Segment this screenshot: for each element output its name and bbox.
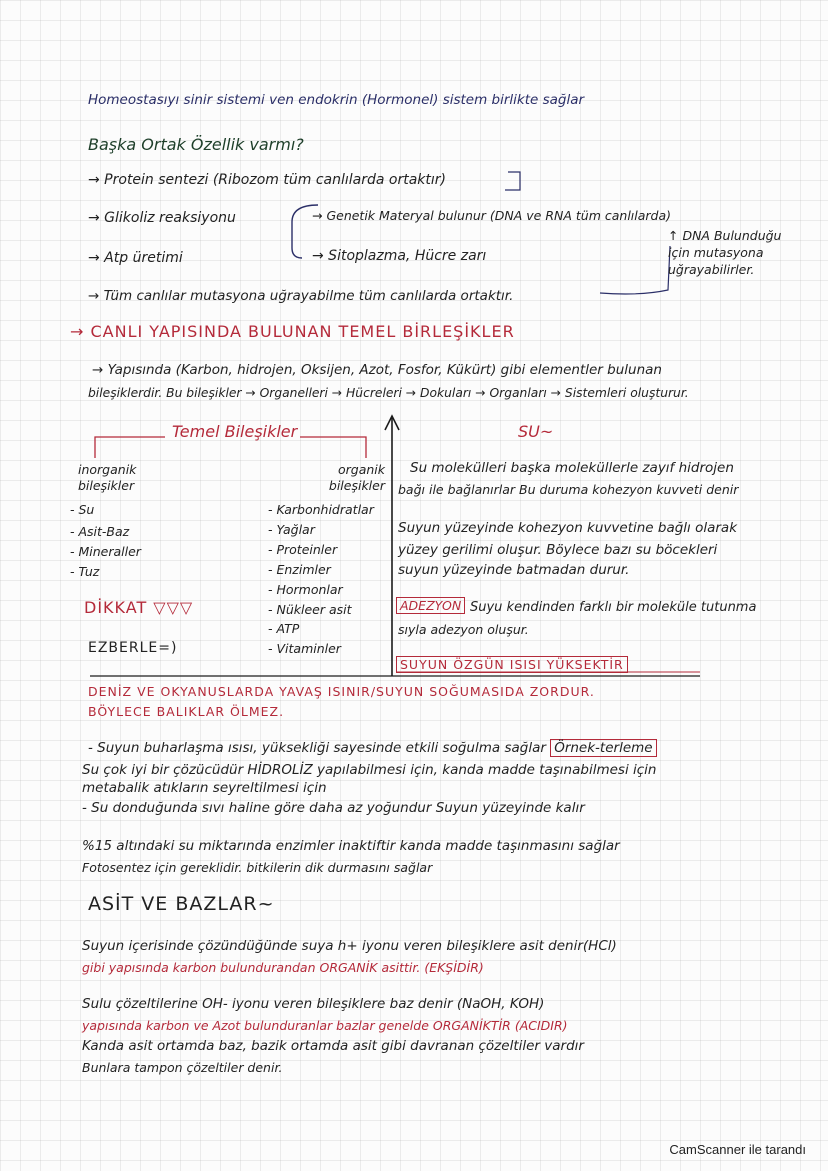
organik-item: - Enzimler — [268, 562, 331, 577]
yapisinda-line-1: → Yapısında (Karbon, hidrojen, Oksijen, Azot, Fosfor, Kükürt) gibi elementler bulunan — [92, 362, 662, 378]
asit-line: gibi yapısında karbon bulundurandan ORGANİK asittir. (EKŞİDİR) — [82, 960, 484, 975]
organik-title: organik bileşikler — [328, 462, 385, 494]
adezyon-label — [396, 598, 465, 613]
inorganik-item: - Su — [70, 502, 95, 517]
inorganik-item: - Mineraller — [70, 544, 141, 559]
deniz-line-2: BÖYLECE BALIKLAR ÖLMEZ. — [88, 704, 285, 719]
organik-item: - ATP — [268, 621, 300, 636]
su-text: Su molekülleri başka moleküllerle zayıf hidrojen — [410, 460, 734, 476]
protein-bracket — [505, 172, 520, 190]
adezyon-text: Suyu kendinden farklı bir moleküle tutunma — [470, 600, 757, 615]
baz-line: Sulu çözeltilerine OH- iyonu veren bileşiklere baz denir (NaOH, KOH) — [82, 996, 545, 1012]
canli-heading: → CANLI YAPISINDA BULUNAN TEMEL BİRLEŞİKLER — [70, 322, 515, 341]
branch-left — [95, 437, 165, 458]
buhar-text: - Suyun buharlaşma ısısı, yüksekliği sayesinde etkili soğulma sağlar — [88, 740, 546, 756]
question-heading: Başka Ortak Özellik varmı? — [88, 135, 304, 154]
homeostasis-line: Homeostasıyı sinir sistemi ven endokrin (Hormonel) sistem birlikte sağlar — [88, 92, 585, 108]
asit-line: Suyun içerisinde çözündüğünde suya h+ iyonu veren bileşiklere asit denir(HCl) — [82, 938, 617, 954]
tampon-line: Bunlara tampon çözeltiler denir. — [82, 1060, 283, 1075]
su-text: bağı ile bağlanırlar Bu duruma kohezyon kuvveti denir — [398, 482, 739, 497]
genetik-line: → Genetik Materyal bulunur (DNA ve RNA tüm canlılarda) — [312, 208, 672, 223]
su-text: suyun yüzeyinde batmadan durur. — [398, 562, 630, 578]
ezberle-label: EZBERLE=) — [88, 640, 178, 656]
organik-item: - Nükleer asit — [268, 602, 352, 617]
buhar-line: metabalik atıkların seyreltilmesi için — [82, 780, 327, 796]
branch-right — [300, 437, 366, 458]
inorganik-item: - Tuz — [70, 564, 100, 579]
enzim-line: %15 altındaki su miktarında enzimler inaktiftir kanda madde taşınmasını sağlar — [82, 838, 620, 854]
temel-title: Temel Bileşikler — [172, 422, 298, 441]
protein-line: → Protein sentezi (Ribozom tüm canlılarda ortaktır) — [88, 172, 446, 188]
baz-line: Kanda asit ortamda baz, bazik ortamda asit gibi davranan çözeltiler vardır — [82, 1038, 584, 1054]
glikoliz-line: → Glikoliz reaksiyonu — [88, 210, 236, 226]
mutasyon-line: → Tüm canlılar mutasyona uğrayabilme tüm canlılarda ortaktır. — [88, 288, 514, 304]
asit-baz-heading: ASİT VE BAZLAR~ — [88, 893, 275, 915]
organik-item: - Vitaminler — [268, 641, 341, 656]
dikkat-label: DİKKAT ▽▽▽ — [84, 598, 194, 617]
buhar-line: - Su donduğunda sıvı haline göre daha az yoğundur Suyun yüzeyinde kalır — [82, 800, 585, 816]
dna-note: ↑ DNA Bulunduğu için mutasyona uğrayabilirler. — [668, 228, 782, 277]
atp-line: → Atp üretimi — [88, 250, 183, 266]
yapisinda-line-2: bileşiklerdir. Bu bileşikler → Organelleri → Hücreleri → Dokuları → Organları → Sistemleri oluşturur. — [88, 386, 689, 400]
scanner-footer: CamScanner ile tarandı — [669, 1142, 806, 1157]
adezyon-box: ADEZYON — [396, 597, 465, 614]
su-text: Suyun yüzeyinde kohezyon kuvvetine bağlı olarak — [398, 520, 738, 536]
buhar-line — [88, 740, 657, 756]
su-text: yüzey gerilimi oluşur. Böylece bazı su böcekleri — [398, 542, 718, 558]
inorganik-item: - Asit-Baz — [70, 524, 130, 539]
fotosentez-line: Fotosentez için gereklidir. bitkilerin dik durmasını sağlar — [82, 860, 433, 875]
dna-arrow-line — [600, 246, 670, 294]
su-title: SU~ — [518, 422, 554, 441]
organik-item: - Proteinler — [268, 542, 338, 557]
sitoplazma-line: → Sitoplazma, Hücre zarı — [312, 248, 487, 264]
baz-line: yapısında karbon ve Azot bulunduranlar bazlar genelde ORGANİKTİR (ACIDIR) — [82, 1018, 568, 1033]
ozgun-heading: SUYUN ÖZGÜN ISISI YÜKSEKTİR — [396, 656, 628, 673]
buhar-line: Su çok iyi bir çözücüdür HİDROLİZ yapılabilmesi için, kanda madde taşınabilmesi için — [82, 762, 657, 778]
inorganik-title: inorganik bileşikler — [78, 462, 137, 494]
organik-item: - Karbonhidratlar — [268, 502, 374, 517]
deniz-line-1: DENİZ VE OKYANUSLARDA YAVAŞ ISINIR/SUYUN SOĞUMASIDA ZORDUR. — [88, 684, 595, 699]
ornek-box: Örnek-terleme — [550, 739, 656, 757]
adezyon-text: sıyla adezyon oluşur. — [398, 622, 529, 637]
organik-item: - Hormonlar — [268, 582, 343, 597]
organik-item: - Yağlar — [268, 522, 315, 537]
